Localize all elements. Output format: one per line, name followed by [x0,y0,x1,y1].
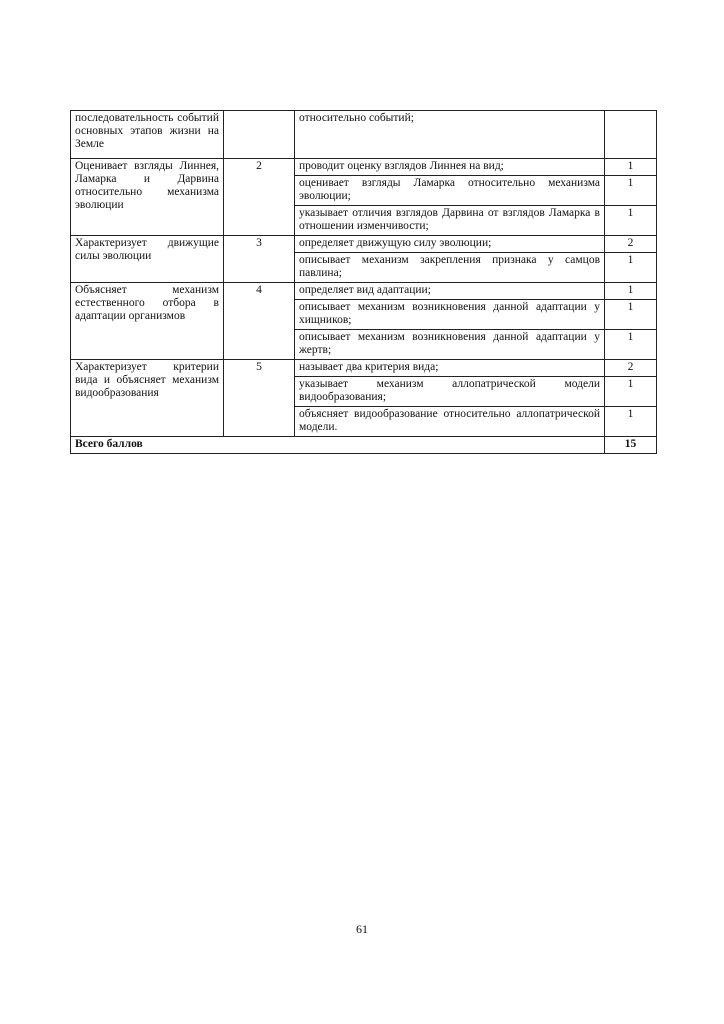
total-row [71,437,657,454]
criterion-cell: Объясняет механизм естественного отбора в адаптации организмов [71,283,224,360]
criterion-cell: последовательность событий основных этапов жизни на Земле [71,111,224,159]
criterion-cell: Оценивает взгляды Линнея, Ламарка и Дарвина относительно механизма эволюции [71,159,224,236]
descriptor-cell: определяет движущую силу эволюции; [295,236,605,253]
points-cell: 1 [605,377,657,407]
criterion-cell: Характеризует движущие силы эволюции [71,236,224,283]
descriptor-cell: указывает отличия взглядов Дарвина от взглядов Ламарка в отношении изменчивости; [295,206,605,236]
table-row [71,360,657,377]
descriptor-cell: определяет вид адаптации; [295,283,605,300]
task-number-cell: 2 [224,159,295,236]
points-cell: 1 [605,300,657,330]
page-number: 61 [356,922,368,936]
descriptor-cell: относительно событий; [295,111,605,159]
points-cell [605,111,657,159]
descriptor-cell: указывает механизм аллопатрической модели видообразования; [295,377,605,407]
table-row [71,236,657,253]
points-cell: 1 [605,407,657,437]
task-number-cell: 4 [224,283,295,360]
table-row [71,159,657,176]
descriptor-cell: описывает механизм возникновения данной адаптации у жертв; [295,330,605,360]
points-cell: 1 [605,159,657,176]
total-points: 15 [605,437,657,454]
points-cell: 1 [605,283,657,300]
table-row [71,283,657,300]
points-cell: 1 [605,206,657,236]
task-number-cell [224,111,295,159]
descriptor-cell: проводит оценку взглядов Линнея на вид; [295,159,605,176]
criterion-cell: Характеризует критерии вида и объясняет механизм видообразования [71,360,224,437]
descriptor-cell: называет два критерия вида; [295,360,605,377]
points-cell: 1 [605,253,657,283]
total-label: Всего баллов [71,437,605,454]
descriptor-cell: оценивает взгляды Ламарка относительно механизма эволюции; [295,176,605,206]
points-cell: 1 [605,176,657,206]
task-number-cell: 5 [224,360,295,437]
descriptor-cell: описывает механизм возникновения данной адаптации у хищников; [295,300,605,330]
descriptor-cell: объясняет видообразование относительно аллопатрической модели. [295,407,605,437]
points-cell: 2 [605,236,657,253]
assessment-table [70,110,657,454]
descriptor-cell: описывает механизм закрепления признака у самцов павлина; [295,253,605,283]
task-number-cell: 3 [224,236,295,283]
assessment-table-wrapper [70,110,656,454]
table-row [71,111,657,159]
points-cell: 1 [605,330,657,360]
points-cell: 2 [605,360,657,377]
